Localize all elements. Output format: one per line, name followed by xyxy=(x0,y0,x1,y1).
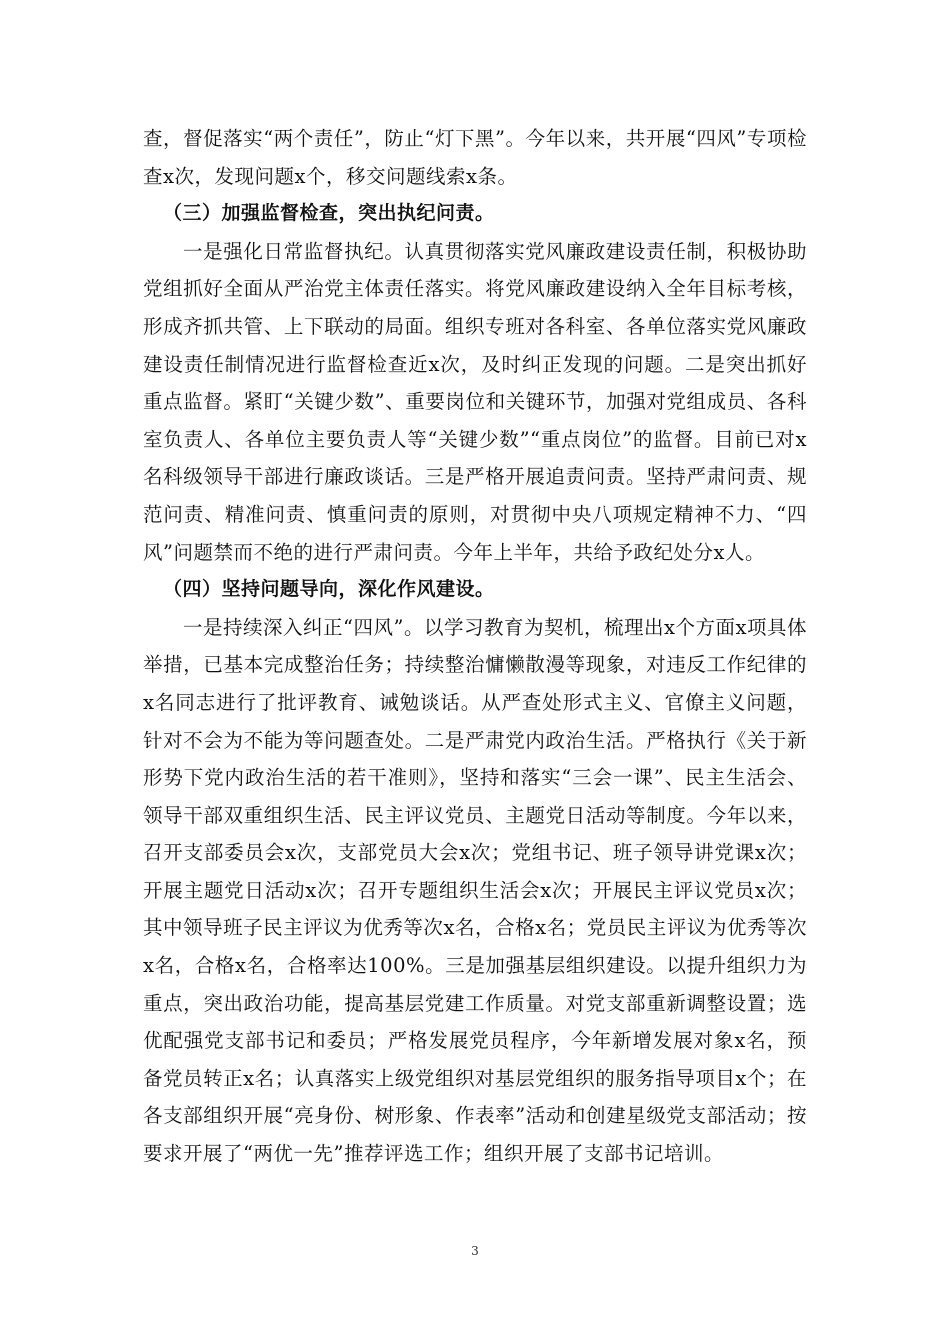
document-body xyxy=(143,120,807,1173)
section-heading-4: （四）坚持问题导向，深化作风建设。 xyxy=(163,578,495,601)
page-number: 3 xyxy=(471,1244,479,1258)
paragraph-work-style: 一是持续深入纠正“四风”。以学习教育为契机，梳理出x个方面x项具体举措，已基本完成整治任务；持续整治慵懒散漫等现象，对违反工作纪律的x名同志进行了批评教育、诫勉谈话。从严查处形式主义、官僚主义问题，针对不会为不能为等问题查处。二是严肃党内政治生活。严格执行《关于新形势下党内政治生活的若干准则》，坚持和落实“三会一课”、民主生活会、领导干部双重组织生活、民主评议党员、主题党日活动等制度。今年以来，召开支部委员会x次，支部党员大会x次；党组书记、班子领导讲党课x次；开展主题党日活动x次；召开专题组织生活会x次；开展民主评议党员x次；其中领导班子民主评议为优秀等次x名，合格x名；党员民主评议为优秀等次x名，合格x名，合格率达100%。三是加强基层组织建设。以提升组织力为重点，突出政治功能，提高基层党建工作质量。对党支部重新调整设置；选优配强党支部书记和委员；严格发展党员程序，今年新增发展对象x名，预备党员转正x名；认真落实上级党组织对基层党组织的服务指导项目x个；在各支部组织开展“亮身份、树形象、作表率”活动和创建星级党支部活动；按要求开展了“两优一先”推荐评选工作；组织开展了支部书记培训。 xyxy=(143,615,807,1166)
section-heading-3: （三）加强监督检查，突出执纪问责。 xyxy=(163,202,495,225)
paragraph-supervision: 一是强化日常监督执纪。认真贯彻落实党风廉政建设责任制，积极协助党组抓好全面从严治党主体责任落实。将党风廉政建设纳入全年目标考核，形成齐抓共管、上下联动的局面。组织专班对各科室、各单位落实党风廉政建设责任制情况进行监督检查近x次，及时纠正发现的问题。二是突出抓好重点监督。紧盯“关键少数”、重要岗位和关键环节，加强对党组成员、各科室负责人、各单位主要负责人等“关键少数”“重点岗位”的监督。目前已对x名科级领导干部进行廉政谈话。三是严格开展追责问责。坚持严肃问责、规范问责、精准问责、慎重问责的原则，对贯彻中央八项规定精神不力、“四风”问题禁而不绝的进行严肃问责。今年上半年，共给予政纪处分x人。 xyxy=(143,239,807,564)
paragraph-continuation: 查，督促落实“两个责任”，防止“灯下黑”。今年以来，共开展“四风”专项检查x次，发现问题x个，移交问题线索x条。 xyxy=(143,127,807,188)
